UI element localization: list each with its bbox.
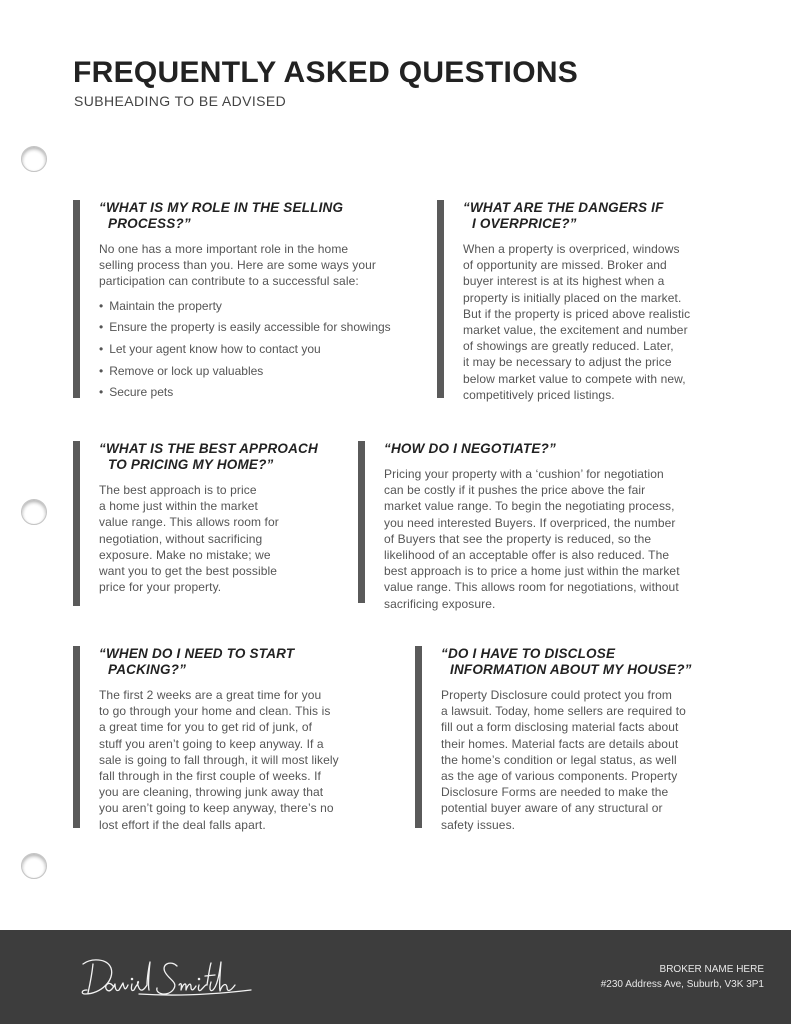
faq-question bbox=[384, 441, 768, 457]
answer-line: participation can contribute to a successful sale: bbox=[99, 274, 359, 289]
answer-line: market value range. To begin the negotiating process, bbox=[384, 499, 675, 514]
answer-line: want you to get the best possible bbox=[99, 564, 278, 579]
answer-line: buyer interest is at its highest when a bbox=[463, 274, 665, 289]
faq-answer bbox=[99, 687, 413, 833]
broker-name: BROKER NAME HERE bbox=[659, 964, 764, 975]
answer-line: can be costly if it pushes the price above the fair bbox=[384, 483, 646, 498]
question-line: “DO I HAVE TO DISCLOSE bbox=[441, 646, 616, 661]
list-item: • Secure pets bbox=[99, 384, 438, 400]
answer-line: a home just within the market bbox=[99, 499, 258, 514]
answer-line: a lawsuit. Today, home sellers are required to bbox=[441, 704, 686, 719]
answer-line: negotiation, without sacrificing bbox=[99, 531, 263, 546]
faq-card-pricing-approach bbox=[73, 441, 353, 606]
list-item: • Remove or lock up valuables bbox=[99, 363, 438, 379]
answer-line: price for your property. bbox=[99, 580, 222, 595]
page-title: FREQUENTLY ASKED QUESTIONS bbox=[73, 56, 579, 89]
answer-line: Property Disclosure could protect you from bbox=[441, 688, 672, 702]
answer-line: sale is going to fall through, it will most likely bbox=[99, 752, 339, 767]
faq-answer bbox=[441, 687, 765, 833]
answer-line: selling process than you. Here are some ways your bbox=[99, 258, 377, 273]
answer-line: When a property is overpriced, windows bbox=[463, 242, 680, 256]
list-item: • Let your agent know how to contact you bbox=[99, 341, 438, 357]
answer-line: sacrificing exposure. bbox=[384, 596, 496, 611]
answer-line: The best approach is to price bbox=[99, 483, 257, 497]
faq-answer bbox=[463, 241, 767, 403]
answer-line: you need interested Buyers. If overpriced, the number bbox=[384, 515, 676, 530]
answer-line: property is initially placed on the market. bbox=[463, 290, 682, 305]
question-line: PACKING?” bbox=[108, 662, 187, 677]
answer-line: But if the property is priced above realistic bbox=[463, 306, 691, 321]
answer-line: their homes. Material facts are details about bbox=[441, 736, 679, 751]
answer-line: value range. This allows room for bbox=[99, 515, 279, 530]
answer-line: fall through in the first couple of weeks. If bbox=[99, 769, 321, 784]
question-line: “WHAT IS THE BEST APPROACH bbox=[99, 441, 318, 456]
binder-hole-icon bbox=[21, 853, 47, 879]
question-line: PROCESS?” bbox=[108, 216, 191, 231]
answer-line: to go through your home and clean. This is bbox=[99, 704, 331, 719]
answer-line: potential buyer aware of any structural or bbox=[441, 801, 663, 816]
answer-line: The first 2 weeks are a great time for you bbox=[99, 688, 322, 702]
faq-card-disclose-info bbox=[415, 646, 765, 832]
faq-card-selling-role bbox=[73, 200, 438, 398]
answer-line: No one has a more important role in the home bbox=[99, 242, 349, 256]
faq-card-negotiate bbox=[358, 441, 768, 611]
faq-question bbox=[463, 200, 767, 232]
answer-line: as the age of various components. Property bbox=[441, 769, 678, 784]
faq-question bbox=[99, 646, 413, 678]
question-line: “WHEN DO I NEED TO START bbox=[99, 646, 295, 661]
answer-line: lost effort if the deal falls apart. bbox=[99, 817, 266, 832]
faq-bullet-list bbox=[99, 298, 438, 401]
faq-card-start-packing bbox=[73, 646, 413, 832]
broker-address: #230 Address Ave, Suburb, V3K 3P1 bbox=[600, 979, 764, 990]
signature-logo-icon bbox=[79, 952, 269, 1000]
question-line: INFORMATION ABOUT MY HOUSE?” bbox=[450, 662, 692, 677]
faq-answer bbox=[99, 482, 353, 595]
binder-hole-icon bbox=[21, 499, 47, 525]
answer-line: exposure. Make no mistake; we bbox=[99, 547, 271, 562]
answer-line: Disclosure Forms are needed to make the bbox=[441, 785, 669, 800]
answer-line: market value, the excitement and number bbox=[463, 323, 688, 338]
faq-card-overprice-dangers bbox=[437, 200, 767, 402]
page-subtitle: SUBHEADING TO BE ADVISED bbox=[74, 93, 287, 109]
binder-hole-icon bbox=[21, 146, 47, 172]
answer-line: fill out a form disclosing material facts about bbox=[441, 720, 679, 735]
broker-info bbox=[601, 962, 764, 992]
answer-line: of opportunity are missed. Broker and bbox=[463, 258, 667, 273]
answer-line: of Buyers that see the property is reduced, so the bbox=[384, 531, 652, 546]
question-line: TO PRICING MY HOME?” bbox=[108, 457, 274, 472]
list-item: • Maintain the property bbox=[99, 298, 438, 314]
answer-line: stuff you aren’t going to keep anyway. If a bbox=[99, 736, 324, 751]
answer-line: best approach is to price a home just within the market bbox=[384, 564, 680, 579]
faq-answer bbox=[99, 241, 438, 290]
answer-line: Pricing your property with a ‘cushion’ for negotiation bbox=[384, 467, 664, 481]
faq-answer bbox=[384, 466, 768, 612]
faq-question bbox=[99, 200, 438, 232]
answer-line: the home’s condition or legal status, as well bbox=[441, 752, 677, 767]
question-line: “WHAT ARE THE DANGERS IF bbox=[463, 200, 664, 215]
question-line: “HOW DO I NEGOTIATE?” bbox=[384, 441, 556, 456]
answer-line: below market value to compete with new, bbox=[463, 371, 686, 386]
answer-line: of showings are greatly reduced. Later, bbox=[463, 339, 674, 354]
answer-line: it may be necessary to adjust the price bbox=[463, 355, 672, 370]
answer-line: you aren’t going to keep anyway, there’s no bbox=[99, 801, 334, 816]
question-line: I OVERPRICE?” bbox=[472, 216, 577, 231]
answer-line: competitively priced listings. bbox=[463, 387, 615, 402]
faq-question bbox=[99, 441, 353, 473]
answer-line: you are cleaning, throwing junk away that bbox=[99, 785, 324, 800]
question-line: “WHAT IS MY ROLE IN THE SELLING bbox=[99, 200, 344, 215]
page-footer bbox=[0, 930, 791, 1024]
answer-line: value range. This allows room for negotiations, without bbox=[384, 580, 679, 595]
answer-line: safety issues. bbox=[441, 817, 516, 832]
answer-line: likelihood of an acceptable offer is also reduced. The bbox=[384, 548, 670, 563]
list-item: • Ensure the property is easily accessible for showings bbox=[99, 319, 438, 335]
answer-line: a great time for you to get rid of junk, of bbox=[99, 720, 313, 735]
faq-question bbox=[441, 646, 765, 678]
